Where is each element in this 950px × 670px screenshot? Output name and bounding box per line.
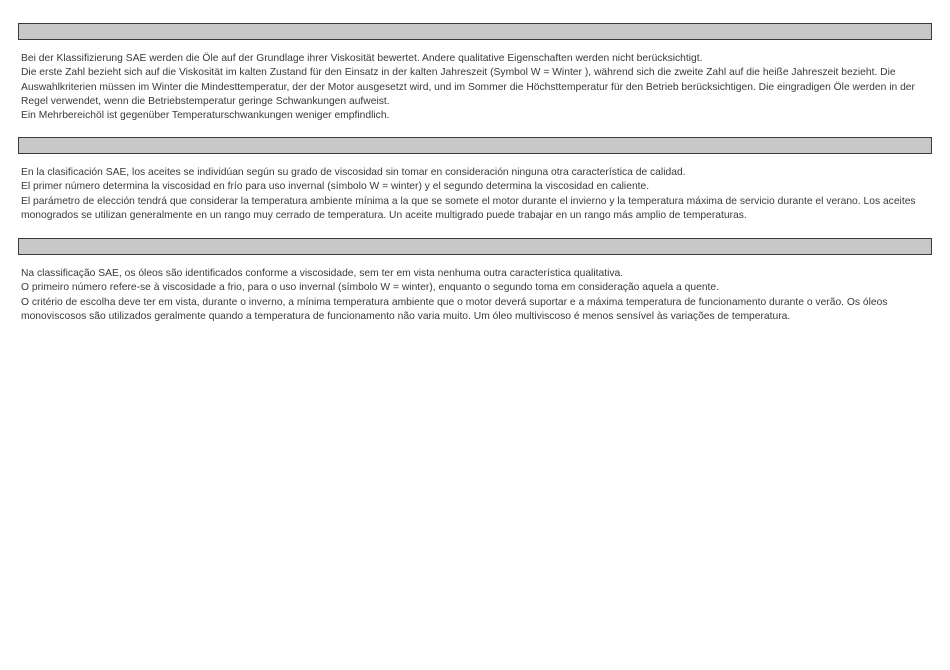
section-header-bar xyxy=(18,23,932,40)
section-body xyxy=(18,267,932,324)
paragraph: El primer número determina la viscosidad en frío para uso invernal (símbolo W = winter) y el segundo determina la viscosidad en caliente. xyxy=(21,181,650,193)
section-spanish xyxy=(18,137,932,223)
section-german xyxy=(18,23,932,123)
paragraph: O primeiro número refere-se à viscosidade a frio, para o uso invernal (símbolo W = winter), enquanto o segundo toma em consideração aquela a quente. xyxy=(21,282,719,294)
paragraph: Na classificação SAE, os óleos são identificados conforme a viscosidade, sem ter em vista nenhuma outra característica qualitativa. xyxy=(21,268,624,279)
section-body xyxy=(18,52,932,123)
section-body xyxy=(18,166,932,223)
section-header-bar xyxy=(18,238,932,255)
paragraph: En la clasificación SAE, los aceites se individúan según su grado de viscosidad sin tomar en consideración ninguna otra característica de calidad. xyxy=(21,167,686,178)
paragraph: O critério de escolha deve ter em vista, durante o inverno, a mínima temperatura ambiente que o motor deverá suportar e a máxima temperatura de funcionamento durante o verão. Os óleos monoviscosos são utilizados geralmente quando a temperatura de funcionamento não varia muito. Um óleo multiviscoso é menos sensível às variações de temperatura. xyxy=(21,296,888,322)
paragraph: El parámetro de elección tendrá que considerar la temperatura ambiente mínima a la que se somete el motor durante el invierno y la temperatura máxima de servicio durante el verano. Los aceites monogrados se utilizan generalmente en un rango muy cerrado de temperatura. Un aceite multigrado puede trabajar en un rango más amplio de temperaturas. xyxy=(21,195,916,221)
paragraph: Bei der Klassifizierung SAE werden die Öle auf der Grundlage ihrer Viskosität bewertet. Andere qualitative Eigenschaften werden nicht berücksichtigt. xyxy=(21,53,703,64)
section-portuguese xyxy=(18,238,932,324)
paragraph: Die erste Zahl bezieht sich auf die Viskosität im kalten Zustand für den Einsatz in der kalten Jahreszeit (Symbol W = Winter ), während sich die zweite Zahl auf die heiße Jahreszeit bezieht. Die Auswahlkriterien müssen im Winter die Mindesttemperatur, der der Motor ausgesetzt wird, und im Sommer die Höchsttemperatur für den Betrieb berücksichtigen. Die eingradigen Öle werden in der Regel verwendet, wenn die Betriebstemperatur geringe Schwankungen aufweist. xyxy=(21,67,915,107)
paragraph: Ein Mehrbereichöl ist gegenüber Temperaturschwankungen weniger empfindlich. xyxy=(21,110,390,122)
section-header-bar xyxy=(18,137,932,154)
